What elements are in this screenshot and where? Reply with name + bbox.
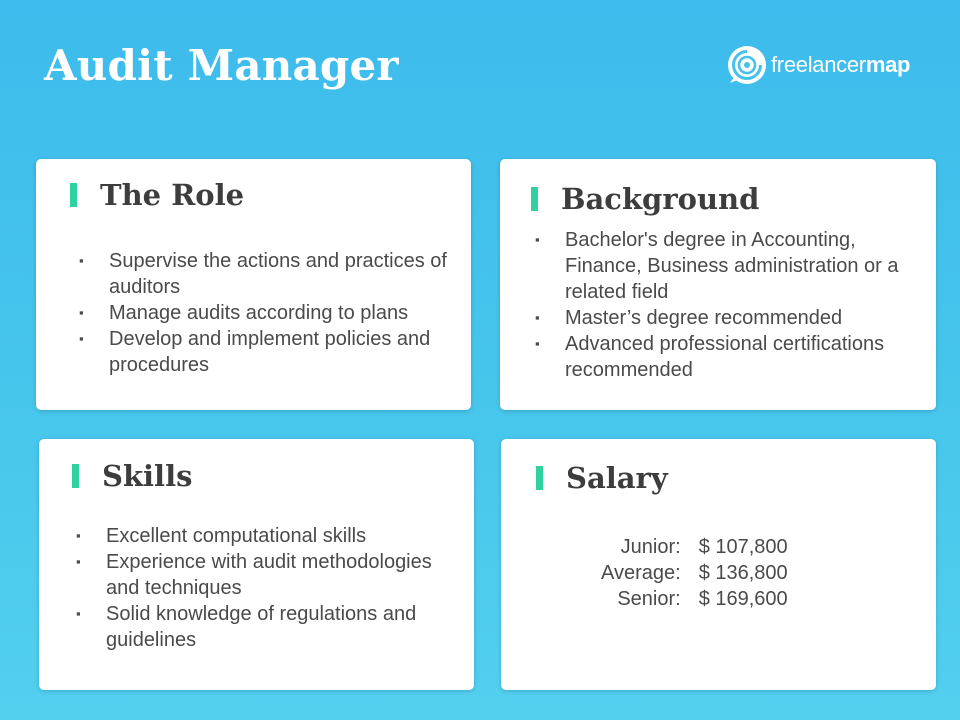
bullet-icon: ▪ xyxy=(76,606,81,621)
bullet-icon: ▪ xyxy=(79,331,84,346)
list-item xyxy=(535,331,915,383)
card-title-salary: Salary xyxy=(566,461,668,495)
card-skills xyxy=(39,439,474,690)
freelancermap-logo xyxy=(727,44,910,86)
list-item-text: Manage audits according to plans xyxy=(109,302,409,324)
accent-bar xyxy=(536,466,543,490)
salary-value: $ 107,800 xyxy=(698,536,788,558)
bullet-icon: ▪ xyxy=(535,310,540,325)
card-header xyxy=(72,458,192,494)
logo-text-bold: map xyxy=(865,52,911,77)
list-item xyxy=(79,326,449,378)
salary-label: Senior: xyxy=(617,588,681,610)
bullet-icon: ▪ xyxy=(79,305,84,320)
card-background xyxy=(500,159,936,410)
list-item xyxy=(76,549,456,601)
list-item xyxy=(76,523,456,549)
logo-text-light: freelancer xyxy=(771,52,866,77)
list-item-text: Excellent computational skills xyxy=(106,525,367,547)
salary-label: Average: xyxy=(601,562,681,584)
role-list xyxy=(79,248,449,378)
list-item-text: Supervise the actions and practices of auditors xyxy=(109,250,447,298)
freelancermap-logo-icon xyxy=(727,45,767,85)
accent-bar xyxy=(531,187,538,211)
skills-list xyxy=(76,523,456,653)
salary-value: $ 169,600 xyxy=(698,588,788,610)
salary-label: Junior: xyxy=(620,536,681,558)
background-list xyxy=(535,227,915,383)
card-the-role xyxy=(36,159,471,410)
bullet-icon: ▪ xyxy=(76,554,81,569)
card-salary xyxy=(501,439,936,690)
salary-row-senior xyxy=(601,586,788,612)
list-item-text: Experience with audit methodologies and techniques xyxy=(106,551,432,599)
list-item-text: Master’s degree recommended xyxy=(565,307,843,329)
list-item xyxy=(79,248,449,300)
bullet-icon: ▪ xyxy=(76,528,81,543)
salary-table xyxy=(601,534,788,612)
card-title-skills: Skills xyxy=(102,459,193,493)
salary-row-junior xyxy=(601,534,788,560)
card-header xyxy=(536,460,668,496)
list-item-text: Advanced professional certifications recommended xyxy=(565,333,885,381)
card-header xyxy=(531,181,759,217)
accent-bar xyxy=(70,183,77,207)
list-item xyxy=(535,305,915,331)
list-item xyxy=(79,300,449,326)
list-item xyxy=(76,601,456,653)
bullet-icon: ▪ xyxy=(535,232,540,247)
page-title: Audit Manager xyxy=(44,41,399,90)
card-header xyxy=(70,177,244,213)
bullet-icon: ▪ xyxy=(535,336,540,351)
list-item-text: Develop and implement policies and procedures xyxy=(109,328,431,376)
list-item-text: Bachelor's degree in Accounting, Finance, Business administration or a related field xyxy=(565,229,899,303)
list-item-text: Solid knowledge of regulations and guidelines xyxy=(106,603,417,651)
salary-value: $ 136,800 xyxy=(698,562,788,584)
card-title-the-role: The Role xyxy=(100,178,245,212)
list-item xyxy=(535,227,915,305)
salary-row-average xyxy=(601,560,788,586)
accent-bar xyxy=(72,464,79,488)
logo-wordmark xyxy=(771,45,910,85)
card-title-background: Background xyxy=(561,182,760,216)
bullet-icon: ▪ xyxy=(79,253,84,268)
